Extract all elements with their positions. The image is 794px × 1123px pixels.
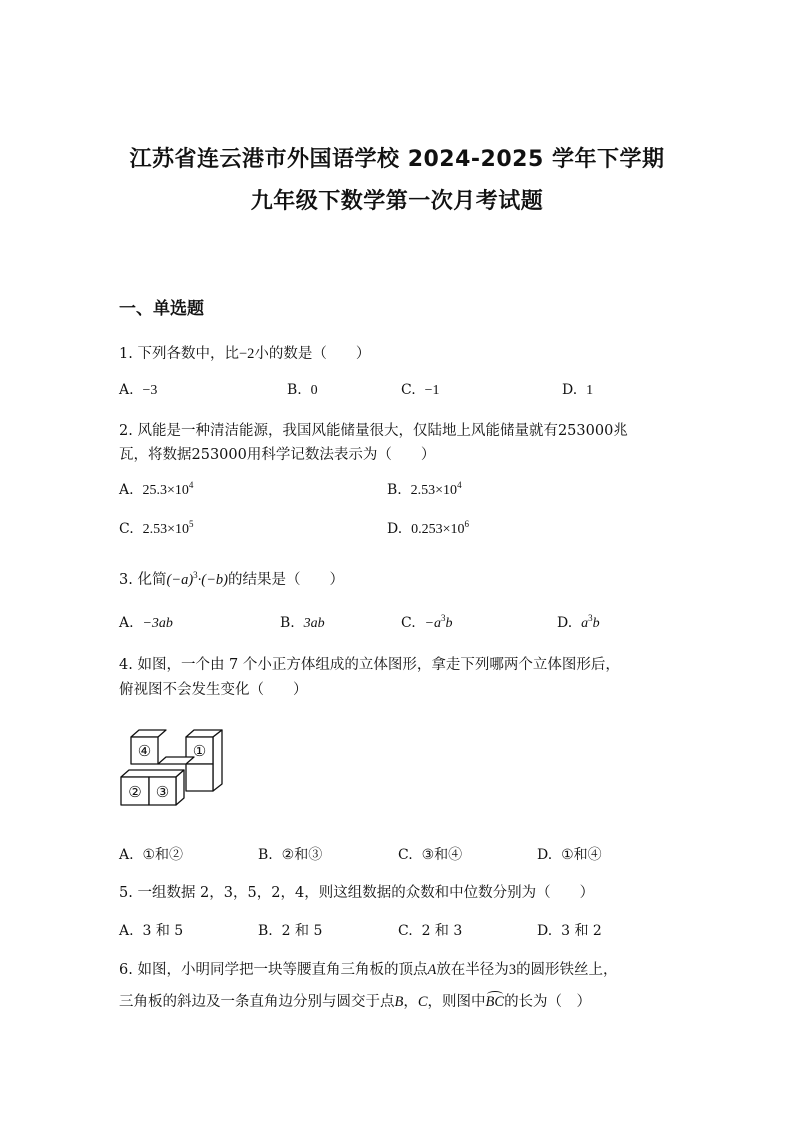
point-b: B	[394, 994, 404, 1010]
question-text: 下列各数中，比	[137, 346, 239, 362]
document-title-line2: 九年级下数学第一次月考试题	[250, 189, 544, 214]
cube-label-3: ③	[155, 783, 170, 801]
question-2-stem-line2: 瓦，将数据253000用科学记数法表示为（ ）	[119, 447, 436, 463]
question-number: 5.	[119, 885, 133, 901]
question-1-stem	[119, 342, 370, 363]
question-text: 三角板的斜边及一条直角边分别与圆交于点	[119, 994, 395, 1010]
question-number: 6.	[119, 962, 133, 978]
question-text: 放在半径为	[436, 962, 509, 978]
question-2-option-b: B. $2.53\times 10^4$	[387, 480, 462, 498]
question-number: 4.	[119, 657, 133, 673]
cube-stack-figure	[112, 722, 230, 814]
question-1-option-c: C. −1	[401, 382, 440, 398]
question-5-option-b: B. 2 和 5	[258, 923, 323, 939]
question-2-stem-line1	[119, 419, 628, 440]
section-heading-single-choice: 一、单选题	[119, 299, 204, 319]
math-expression: (−a)	[166, 572, 194, 588]
question-text: 一组数据 2，3，5，2，4，则这组数据的众数和中位数分别为（ ）	[137, 885, 595, 901]
question-6-stem-line2: 三角板的斜边及一条直角边分别与圆交于点B，C，则图中BC的长为（ ）	[119, 994, 592, 1010]
question-3-option-d: D. $a^3b$	[557, 613, 600, 631]
radius-value: 3	[508, 962, 517, 978]
question-5-option-c: C. 2 和 3	[398, 923, 463, 939]
question-number: 2.	[119, 423, 133, 439]
question-text: 风能是一种清洁能源，我国风能储量很大，仅陆地上风能储量就有253000兆	[137, 423, 628, 439]
question-text: 的长为（ ）	[504, 994, 592, 1010]
question-3-option-a: A. −3ab	[119, 615, 173, 631]
math-expression: ·(−b)	[197, 572, 228, 588]
question-5-option-a: A. 3 和 5	[119, 923, 184, 939]
question-1-option-d: D. 1	[562, 382, 594, 398]
document-title-line1: 江苏省连云港市外国语学校 2024-2025 学年下学期	[129, 147, 665, 172]
question-number: 3.	[119, 572, 133, 588]
question-text: ，则图中	[427, 994, 486, 1010]
point-a: A	[427, 962, 437, 978]
math-value: −2	[238, 346, 255, 362]
question-text: 小的数是（ ）	[254, 346, 371, 362]
question-4-option-a: A. ①和②	[119, 847, 184, 863]
cube-label-4: ④	[137, 742, 152, 760]
cube-label-1: ①	[192, 742, 207, 760]
question-4-option-c: C. ③和④	[398, 847, 463, 863]
question-4-stem-line2: 俯视图不会发生变化（ ）	[119, 682, 308, 698]
question-4-option-b: B. ②和③	[258, 847, 323, 863]
cube-label-2: ②	[128, 783, 142, 801]
question-1-option-b: B. 0	[287, 382, 318, 398]
question-3-stem: 3. 化简$(-a)^3\cdot(-b)$的结果是（ ）	[119, 570, 344, 588]
arc-bc: BC	[485, 994, 505, 1010]
question-2-option-c: C. $2.53\times 10^5$	[119, 519, 194, 537]
question-4-option-d: D. ①和④	[537, 847, 602, 863]
question-text: 的圆形铁丝上，	[516, 962, 618, 978]
question-3-option-c: C. $-a^3b$	[401, 613, 453, 631]
question-number: 1.	[119, 346, 133, 362]
point-c: C	[417, 994, 428, 1010]
question-1-option-a: A. −3	[119, 382, 158, 398]
question-2-option-a: A. $25.3\times 10^4$	[119, 480, 194, 498]
question-4-stem-line1	[119, 653, 620, 674]
question-text: 的结果是（ ）	[227, 572, 344, 588]
question-text: 化简	[137, 572, 167, 588]
question-text: 如图，小明同学把一块等腰直角三角板的顶点	[137, 962, 428, 978]
question-5-option-d: D. 3 和 2	[537, 923, 602, 939]
question-text: 如图，一个由 7 个小正方体组成的立体图形，拿走下列哪两个立体图形后，	[137, 657, 620, 673]
question-3-option-b: B. 3ab	[280, 615, 325, 631]
question-5-stem	[119, 881, 594, 902]
question-6-stem-line1	[119, 958, 618, 979]
question-2-option-d: D. $0.253\times 10^6$	[387, 519, 469, 537]
